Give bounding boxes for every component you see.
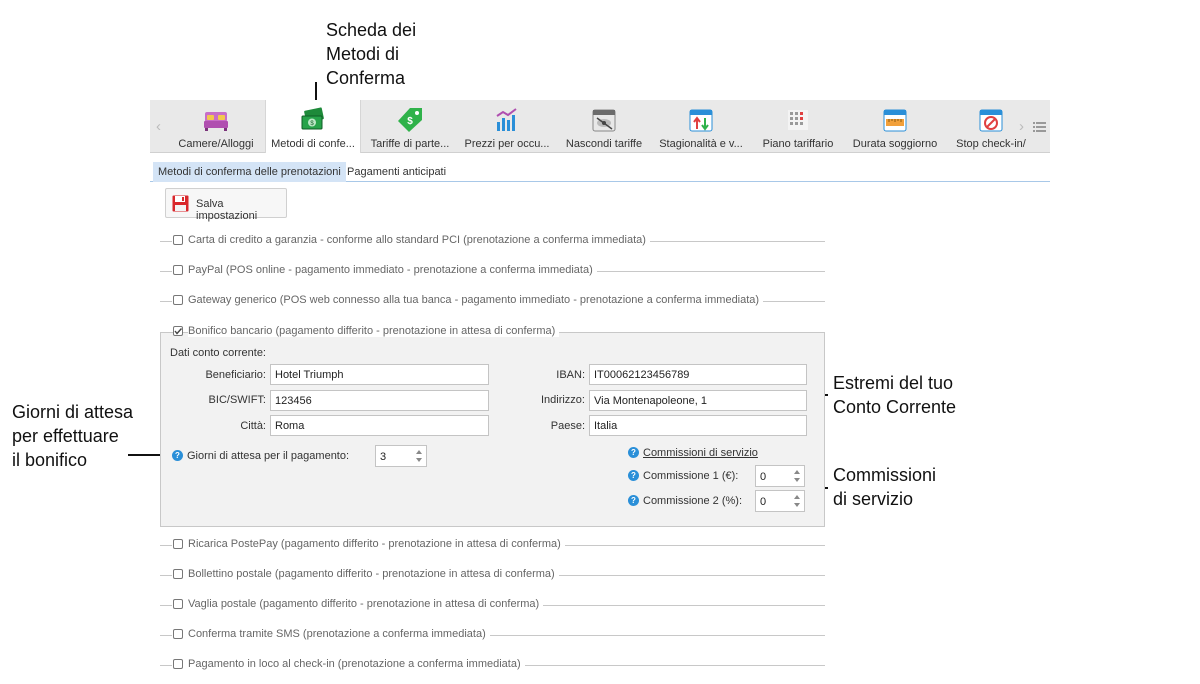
method-label: Carta di credito a garanzia - conforme allo standard PCI (prenotazione a conferma immediata) [188, 234, 650, 246]
list-menu-icon[interactable] [1033, 122, 1046, 132]
scroll-right-icon[interactable]: › [1019, 118, 1024, 135]
method-label: Conferma tramite SMS (prenotazione a conferma immediata) [188, 628, 490, 640]
address-label: Indirizzo: [540, 394, 585, 406]
method-label: PayPal (POS online - pagamento immediato - prenotazione a conferma immediata) [188, 264, 597, 276]
callout-line: Conto Corrente [833, 397, 957, 417]
method-checkbox[interactable] [173, 629, 183, 639]
fee2-stepper[interactable] [755, 490, 805, 512]
callout-line: Estremi del tuo [833, 373, 954, 393]
days-callout [12, 400, 133, 472]
method-paypal [160, 264, 825, 278]
scroll-left-icon[interactable]: ‹ [156, 118, 161, 135]
tab-label: Piano tariffario [762, 138, 834, 150]
save-button-label: Salva impostazioni [196, 198, 258, 222]
calendar-stop-icon [977, 106, 1005, 134]
method-checkbox[interactable] [173, 539, 183, 549]
help-icon[interactable]: ? [628, 447, 639, 458]
fee1-stepper[interactable] [755, 465, 805, 487]
bank-section-title: Dati conto corrente: [170, 347, 266, 359]
fee1-label: Commissione 1 (€): [643, 470, 739, 482]
beneficiary-label: Beneficiario: [205, 369, 266, 381]
tab-confirmation-methods[interactable] [265, 100, 361, 153]
waiting-days-stepper[interactable] [375, 445, 427, 467]
fees-callout [833, 463, 936, 511]
method-postal-slip [160, 568, 825, 582]
city-field[interactable]: Roma [270, 415, 489, 436]
method-label: Gateway generico (POS web connesso alla tua banca - pagamento immediato - prenotazione a conferma immediata) [188, 294, 763, 306]
stepper-arrows-icon[interactable] [415, 449, 423, 463]
subtab-bar [150, 160, 1050, 182]
waiting-days-label: Giorni di attesa per il pagamento: [187, 450, 350, 462]
subtab-advance-payments[interactable]: Pagamenti anticipati [347, 166, 447, 178]
callout-line: per effettuare [12, 426, 119, 446]
method-credit-card [160, 234, 825, 248]
callout-line: Commissioni [833, 465, 937, 485]
tab-callout [326, 18, 416, 90]
method-checkbox[interactable] [173, 569, 183, 579]
calendar-arrows-icon [687, 106, 715, 134]
bank-transfer-panel [160, 332, 825, 527]
address-field[interactable]: Via Montenapoleone, 1 [589, 390, 807, 411]
callout-line: Scheda dei [326, 20, 417, 40]
method-postal-order [160, 598, 825, 612]
method-bank-transfer [160, 325, 825, 339]
bic-field[interactable]: 123456 [270, 390, 489, 411]
bar-chart-icon [493, 106, 521, 134]
tab-label: Metodi di confe... [271, 138, 355, 150]
callout-line: Conferma [326, 68, 406, 88]
price-tag-icon [396, 106, 424, 134]
callout-line: il bonifico [12, 450, 88, 470]
help-icon[interactable]: ? [628, 495, 639, 506]
fee1-value: 0 [760, 471, 767, 483]
settings-toolbar [150, 100, 1050, 153]
help-icon[interactable]: ? [628, 470, 639, 481]
method-label: Ricarica PostePay (pagamento differito - prenotazione in attesa di conferma) [188, 538, 565, 550]
tab-label: Tariffe di parte... [370, 138, 450, 150]
callout-line: Metodi di [326, 44, 400, 64]
tab-label: Stagionalità e v... [659, 138, 743, 150]
subtab-confirmation-methods[interactable]: Metodi di conferma delle prenotazioni [153, 162, 346, 182]
tab-label: Stop check-in/ [956, 138, 1026, 150]
tab-label: Durata soggiorno [852, 138, 938, 150]
bic-label: BIC/SWIFT: [208, 394, 266, 406]
method-checkbox[interactable] [173, 295, 183, 305]
stepper-arrows-icon[interactable] [793, 494, 801, 508]
svg-text:$: $ [407, 116, 413, 127]
method-label: Pagamento in loco al check-in (prenotazione a conferma immediata) [188, 658, 525, 670]
method-checkbox[interactable] [173, 599, 183, 609]
bank-callout [833, 371, 956, 419]
checkmark-icon [173, 326, 183, 336]
city-label: Città: [240, 420, 266, 432]
method-label: Bollettino postale (pagamento differito - prenotazione in attesa di conferma) [188, 568, 559, 580]
tab-label: Prezzi per occu... [464, 138, 550, 150]
tab-hide-rates[interactable] [558, 100, 650, 153]
iban-label: IBAN: [556, 369, 585, 381]
fee2-label: Commissione 2 (%): [643, 495, 743, 507]
tab-special-rates[interactable] [364, 100, 456, 153]
tab-label: Camere/Alloggi [178, 138, 254, 150]
calendar-hide-icon [590, 106, 618, 134]
floppy-disk-icon [172, 195, 189, 212]
method-pay-at-checkin [160, 658, 825, 672]
service-fees-link[interactable]: Commissioni di servizio [643, 447, 758, 459]
iban-field[interactable]: IT00062123456789 [589, 364, 807, 385]
callout-line: di servizio [833, 489, 914, 509]
money-icon [299, 106, 327, 134]
method-label: Vaglia postale (pagamento differito - prenotazione in attesa di conferma) [188, 598, 543, 610]
svg-text:$: $ [310, 121, 314, 127]
tab-label: Nascondi tariffe [565, 138, 643, 150]
tab-occupancy-prices[interactable] [459, 100, 555, 153]
method-sms [160, 628, 825, 642]
method-label: Bonifico bancario (pagamento differito - prenotazione in attesa di conferma) [188, 325, 559, 337]
method-gateway [160, 294, 825, 308]
method-checkbox[interactable] [173, 265, 183, 275]
help-icon[interactable]: ? [172, 450, 183, 461]
tab-rate-plan[interactable] [752, 100, 844, 153]
calendar-ruler-icon [881, 106, 909, 134]
tab-rooms[interactable] [170, 100, 262, 153]
method-postepay [160, 538, 825, 552]
beneficiary-field[interactable]: Hotel Triumph [270, 364, 489, 385]
callout-line: Giorni di attesa [12, 402, 134, 422]
method-checkbox[interactable] [173, 659, 183, 669]
waiting-days-value: 3 [380, 451, 387, 463]
tab-stay-length[interactable] [847, 100, 943, 153]
fee2-value: 0 [760, 496, 767, 508]
bed-icon [202, 106, 230, 134]
method-checkbox[interactable] [173, 326, 183, 336]
tab-seasonality[interactable] [653, 100, 749, 153]
stepper-arrows-icon[interactable] [793, 469, 801, 483]
save-button[interactable] [165, 188, 287, 222]
method-checkbox[interactable] [173, 235, 183, 245]
grid-calendar-icon [784, 106, 812, 134]
country-label: Paese: [550, 420, 585, 432]
country-field[interactable]: Italia [589, 415, 807, 436]
